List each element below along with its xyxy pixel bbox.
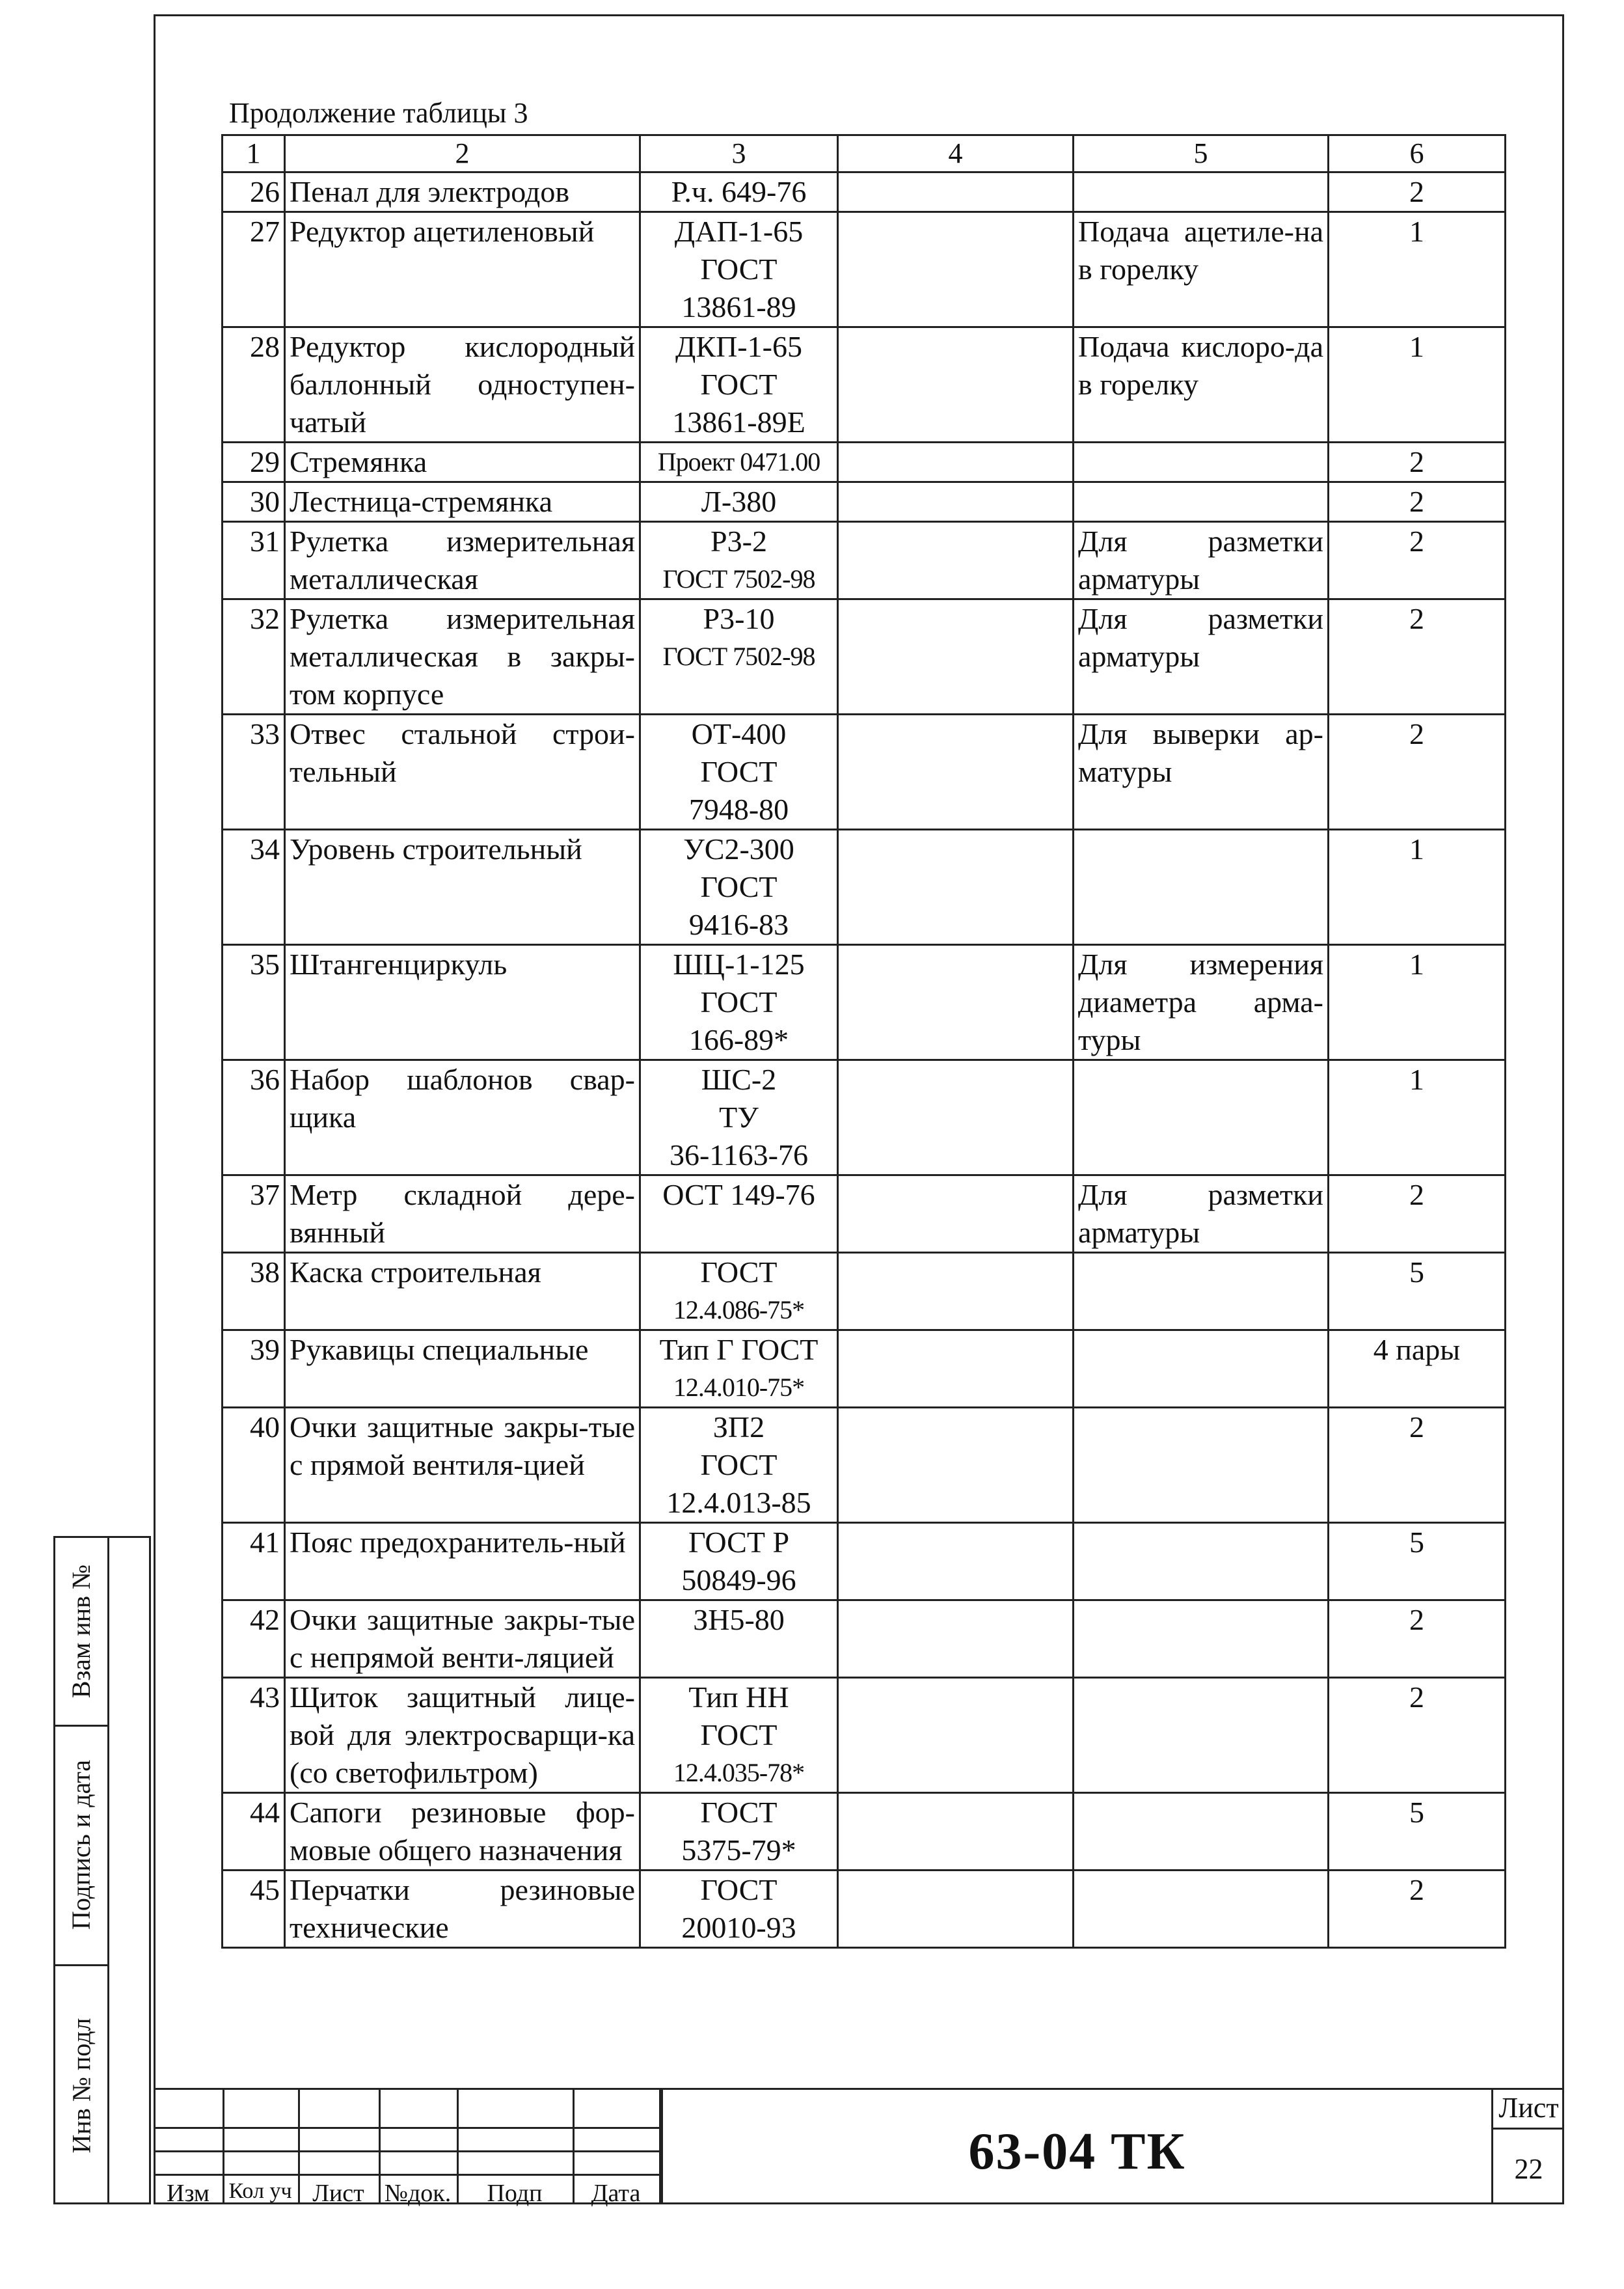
row-mark: Тип Г ГОСТ 12.4.010-75* <box>640 1330 838 1408</box>
row-col4 <box>838 1678 1074 1793</box>
table-row <box>223 1175 1506 1253</box>
title-label-data: Дата <box>591 2180 641 2207</box>
row-number: 29 <box>223 443 285 482</box>
row-number: 44 <box>223 1793 285 1871</box>
row-number: 30 <box>223 482 285 522</box>
row-quantity: 1 <box>1329 212 1506 327</box>
sheet-box <box>1491 2088 1564 2204</box>
title-label-ndok: №док. <box>384 2180 452 2207</box>
row-purpose: Для разметки арматуры <box>1074 599 1329 715</box>
row-number: 32 <box>223 599 285 715</box>
sheet-number: 22 <box>1514 2153 1543 2185</box>
row-col4 <box>838 830 1074 945</box>
table-row <box>223 1330 1506 1408</box>
row-purpose: Для разметки арматуры <box>1074 522 1329 599</box>
row-quantity: 2 <box>1329 1678 1506 1793</box>
row-quantity: 2 <box>1329 1175 1506 1253</box>
row-name: Метр складной дере-вянный <box>285 1175 640 1253</box>
header-cell: 3 <box>640 135 838 172</box>
row-number: 39 <box>223 1330 285 1408</box>
row-name: Набор шаблонов свар-щика <box>285 1060 640 1175</box>
row-col4 <box>838 482 1074 522</box>
row-quantity: 2 <box>1329 1408 1506 1523</box>
table-row <box>223 715 1506 830</box>
row-quantity: 5 <box>1329 1793 1506 1871</box>
title-block-main <box>661 2088 1491 2204</box>
row-mark: Л-380 <box>640 482 838 522</box>
row-name: Лестница-стремянка <box>285 482 640 522</box>
side-stamp-vzam: Взам инв № <box>66 1564 96 1699</box>
row-name: Пенал для электродов <box>285 172 640 212</box>
row-purpose <box>1074 1871 1329 1948</box>
title-label-izm: Изм <box>167 2180 210 2207</box>
table-row <box>223 212 1506 327</box>
table-row <box>223 327 1506 443</box>
sheet-label: Лист <box>1493 2091 1564 2130</box>
row-number: 31 <box>223 522 285 599</box>
table-body <box>223 172 1506 1948</box>
row-quantity: 5 <box>1329 1523 1506 1600</box>
row-mark: ГОСТ 5375-79* <box>640 1793 838 1871</box>
row-mark: Проект 0471.00 <box>640 443 838 482</box>
row-col4 <box>838 172 1074 212</box>
row-col4 <box>838 1060 1074 1175</box>
row-mark: ГОСТ 20010-93 <box>640 1871 838 1948</box>
row-number: 28 <box>223 327 285 443</box>
row-number: 27 <box>223 212 285 327</box>
row-name: Щиток защитный лице-вой для электросварщи-ка (со светофильтром) <box>285 1678 640 1793</box>
row-number: 34 <box>223 830 285 945</box>
table-row <box>223 1871 1506 1948</box>
row-purpose <box>1074 482 1329 522</box>
row-col4 <box>838 1523 1074 1600</box>
row-name: Очки защитные закры-тые с непрямой венти-ляцией <box>285 1600 640 1678</box>
row-number: 37 <box>223 1175 285 1253</box>
row-name: Рулетка измерительная металлическая <box>285 522 640 599</box>
row-purpose: Для выверки ар-матуры <box>1074 715 1329 830</box>
row-name: Очки защитные закры-тые с прямой вентиля-цией <box>285 1408 640 1523</box>
row-col4 <box>838 1408 1074 1523</box>
table-header <box>223 135 1506 172</box>
row-purpose <box>1074 1678 1329 1793</box>
row-quantity: 2 <box>1329 443 1506 482</box>
row-quantity: 2 <box>1329 1600 1506 1678</box>
row-name: Сапоги резиновые фор-мовые общего назначения <box>285 1793 640 1871</box>
row-name: Редуктор кислородный баллонный одноступен-чатый <box>285 327 640 443</box>
row-quantity: 2 <box>1329 715 1506 830</box>
equipment-table <box>221 134 1506 1949</box>
table-row <box>223 1523 1506 1600</box>
table-row <box>223 1678 1506 1793</box>
table-row <box>223 1793 1506 1871</box>
row-quantity: 2 <box>1329 599 1506 715</box>
row-col4 <box>838 212 1074 327</box>
row-name: Каска строительная <box>285 1253 640 1330</box>
row-name: Рукавицы специальные <box>285 1330 640 1408</box>
row-name: Рулетка измерительная металлическая в закры-том корпусе <box>285 599 640 715</box>
row-name: Перчатки резиновые технические <box>285 1871 640 1948</box>
row-col4 <box>838 327 1074 443</box>
title-label-kol: Кол уч <box>228 2179 292 2203</box>
row-number: 43 <box>223 1678 285 1793</box>
row-mark: Тип НН ГОСТ 12.4.035-78* <box>640 1678 838 1793</box>
row-purpose: Подача кислоро-да в горелку <box>1074 327 1329 443</box>
row-mark: Р3-10 ГОСТ 7502-98 <box>640 599 838 715</box>
row-quantity: 1 <box>1329 327 1506 443</box>
row-number: 38 <box>223 1253 285 1330</box>
row-purpose <box>1074 1060 1329 1175</box>
row-purpose <box>1074 1523 1329 1600</box>
row-number: 33 <box>223 715 285 830</box>
row-mark: ЗН5-80 <box>640 1600 838 1678</box>
row-col4 <box>838 599 1074 715</box>
row-quantity: 2 <box>1329 1871 1506 1948</box>
row-mark: ДКП-1-65 ГОСТ 13861-89Е <box>640 327 838 443</box>
row-number: 42 <box>223 1600 285 1678</box>
row-number: 40 <box>223 1408 285 1523</box>
header-cell: 6 <box>1329 135 1506 172</box>
row-quantity: 5 <box>1329 1253 1506 1330</box>
row-purpose <box>1074 1793 1329 1871</box>
row-number: 26 <box>223 172 285 212</box>
row-col4 <box>838 522 1074 599</box>
row-name: Стремянка <box>285 443 640 482</box>
row-purpose <box>1074 830 1329 945</box>
header-row <box>223 135 1506 172</box>
row-purpose <box>1074 172 1329 212</box>
title-block <box>154 2088 1564 2207</box>
row-quantity: 4 пары <box>1329 1330 1506 1408</box>
row-mark: ГОСТ 12.4.086-75* <box>640 1253 838 1330</box>
title-label-podp: Подп <box>487 2180 543 2207</box>
row-number: 35 <box>223 945 285 1060</box>
header-cell: 1 <box>223 135 285 172</box>
row-quantity: 1 <box>1329 830 1506 945</box>
table-row <box>223 522 1506 599</box>
row-col4 <box>838 1253 1074 1330</box>
side-stamp <box>53 1536 151 2204</box>
row-name: Редуктор ацетиленовый <box>285 212 640 327</box>
table-row <box>223 1600 1506 1678</box>
row-number: 45 <box>223 1871 285 1948</box>
row-col4 <box>838 1793 1074 1871</box>
row-purpose: Подача ацетиле-на в горелку <box>1074 212 1329 327</box>
header-cell: 4 <box>838 135 1074 172</box>
table-row <box>223 172 1506 212</box>
row-purpose <box>1074 1408 1329 1523</box>
title-block-grid <box>154 2088 661 2207</box>
row-col4 <box>838 1330 1074 1408</box>
row-col4 <box>838 715 1074 830</box>
row-col4 <box>838 1871 1074 1948</box>
table-row <box>223 443 1506 482</box>
table-row <box>223 945 1506 1060</box>
row-number: 41 <box>223 1523 285 1600</box>
row-name: Уровень строительный <box>285 830 640 945</box>
row-mark: ШС-2 ТУ 36-1163-76 <box>640 1060 838 1175</box>
table-row <box>223 830 1506 945</box>
row-mark: ОТ-400 ГОСТ 7948-80 <box>640 715 838 830</box>
table-row <box>223 1060 1506 1175</box>
row-mark: ДАП-1-65 ГОСТ 13861-89 <box>640 212 838 327</box>
side-stamp-podpis: Подпись и дата <box>66 1759 96 1930</box>
row-mark: ОСТ 149-76 <box>640 1175 838 1253</box>
table-row <box>223 1408 1506 1523</box>
row-mark: Р3-2 ГОСТ 7502-98 <box>640 522 838 599</box>
row-col4 <box>838 1175 1074 1253</box>
row-mark: ШЦ-1-125 ГОСТ 166-89* <box>640 945 838 1060</box>
row-mark: УС2-300 ГОСТ 9416-83 <box>640 830 838 945</box>
row-purpose <box>1074 1600 1329 1678</box>
table-row <box>223 599 1506 715</box>
row-purpose: Для измерения диаметра арма-туры <box>1074 945 1329 1060</box>
side-stamp-inv: Инв № подл <box>66 2018 96 2153</box>
row-quantity: 2 <box>1329 522 1506 599</box>
row-purpose <box>1074 1330 1329 1408</box>
table-row <box>223 482 1506 522</box>
row-purpose <box>1074 1253 1329 1330</box>
row-quantity: 1 <box>1329 945 1506 1060</box>
row-number: 36 <box>223 1060 285 1175</box>
header-cell: 5 <box>1074 135 1329 172</box>
row-mark: ЗП2 ГОСТ 12.4.013-85 <box>640 1408 838 1523</box>
row-purpose: Для разметки арматуры <box>1074 1175 1329 1253</box>
row-purpose <box>1074 443 1329 482</box>
title-label-list: Лист <box>312 2180 364 2207</box>
table-row <box>223 1253 1506 1330</box>
row-name: Штангенциркуль <box>285 945 640 1060</box>
row-mark: Р.ч. 649-76 <box>640 172 838 212</box>
row-quantity: 1 <box>1329 1060 1506 1175</box>
row-col4 <box>838 443 1074 482</box>
row-mark: ГОСТ Р 50849-96 <box>640 1523 838 1600</box>
row-name: Пояс предохранитель-ный <box>285 1523 640 1600</box>
row-quantity: 2 <box>1329 482 1506 522</box>
row-col4 <box>838 1600 1074 1678</box>
row-name: Отвес стальной строи-тельный <box>285 715 640 830</box>
row-col4 <box>838 945 1074 1060</box>
header-cell: 2 <box>285 135 640 172</box>
table-caption: Продолжение таблицы 3 <box>229 97 528 129</box>
row-quantity: 2 <box>1329 172 1506 212</box>
document-code: 63-04 ТК <box>968 2123 1186 2180</box>
